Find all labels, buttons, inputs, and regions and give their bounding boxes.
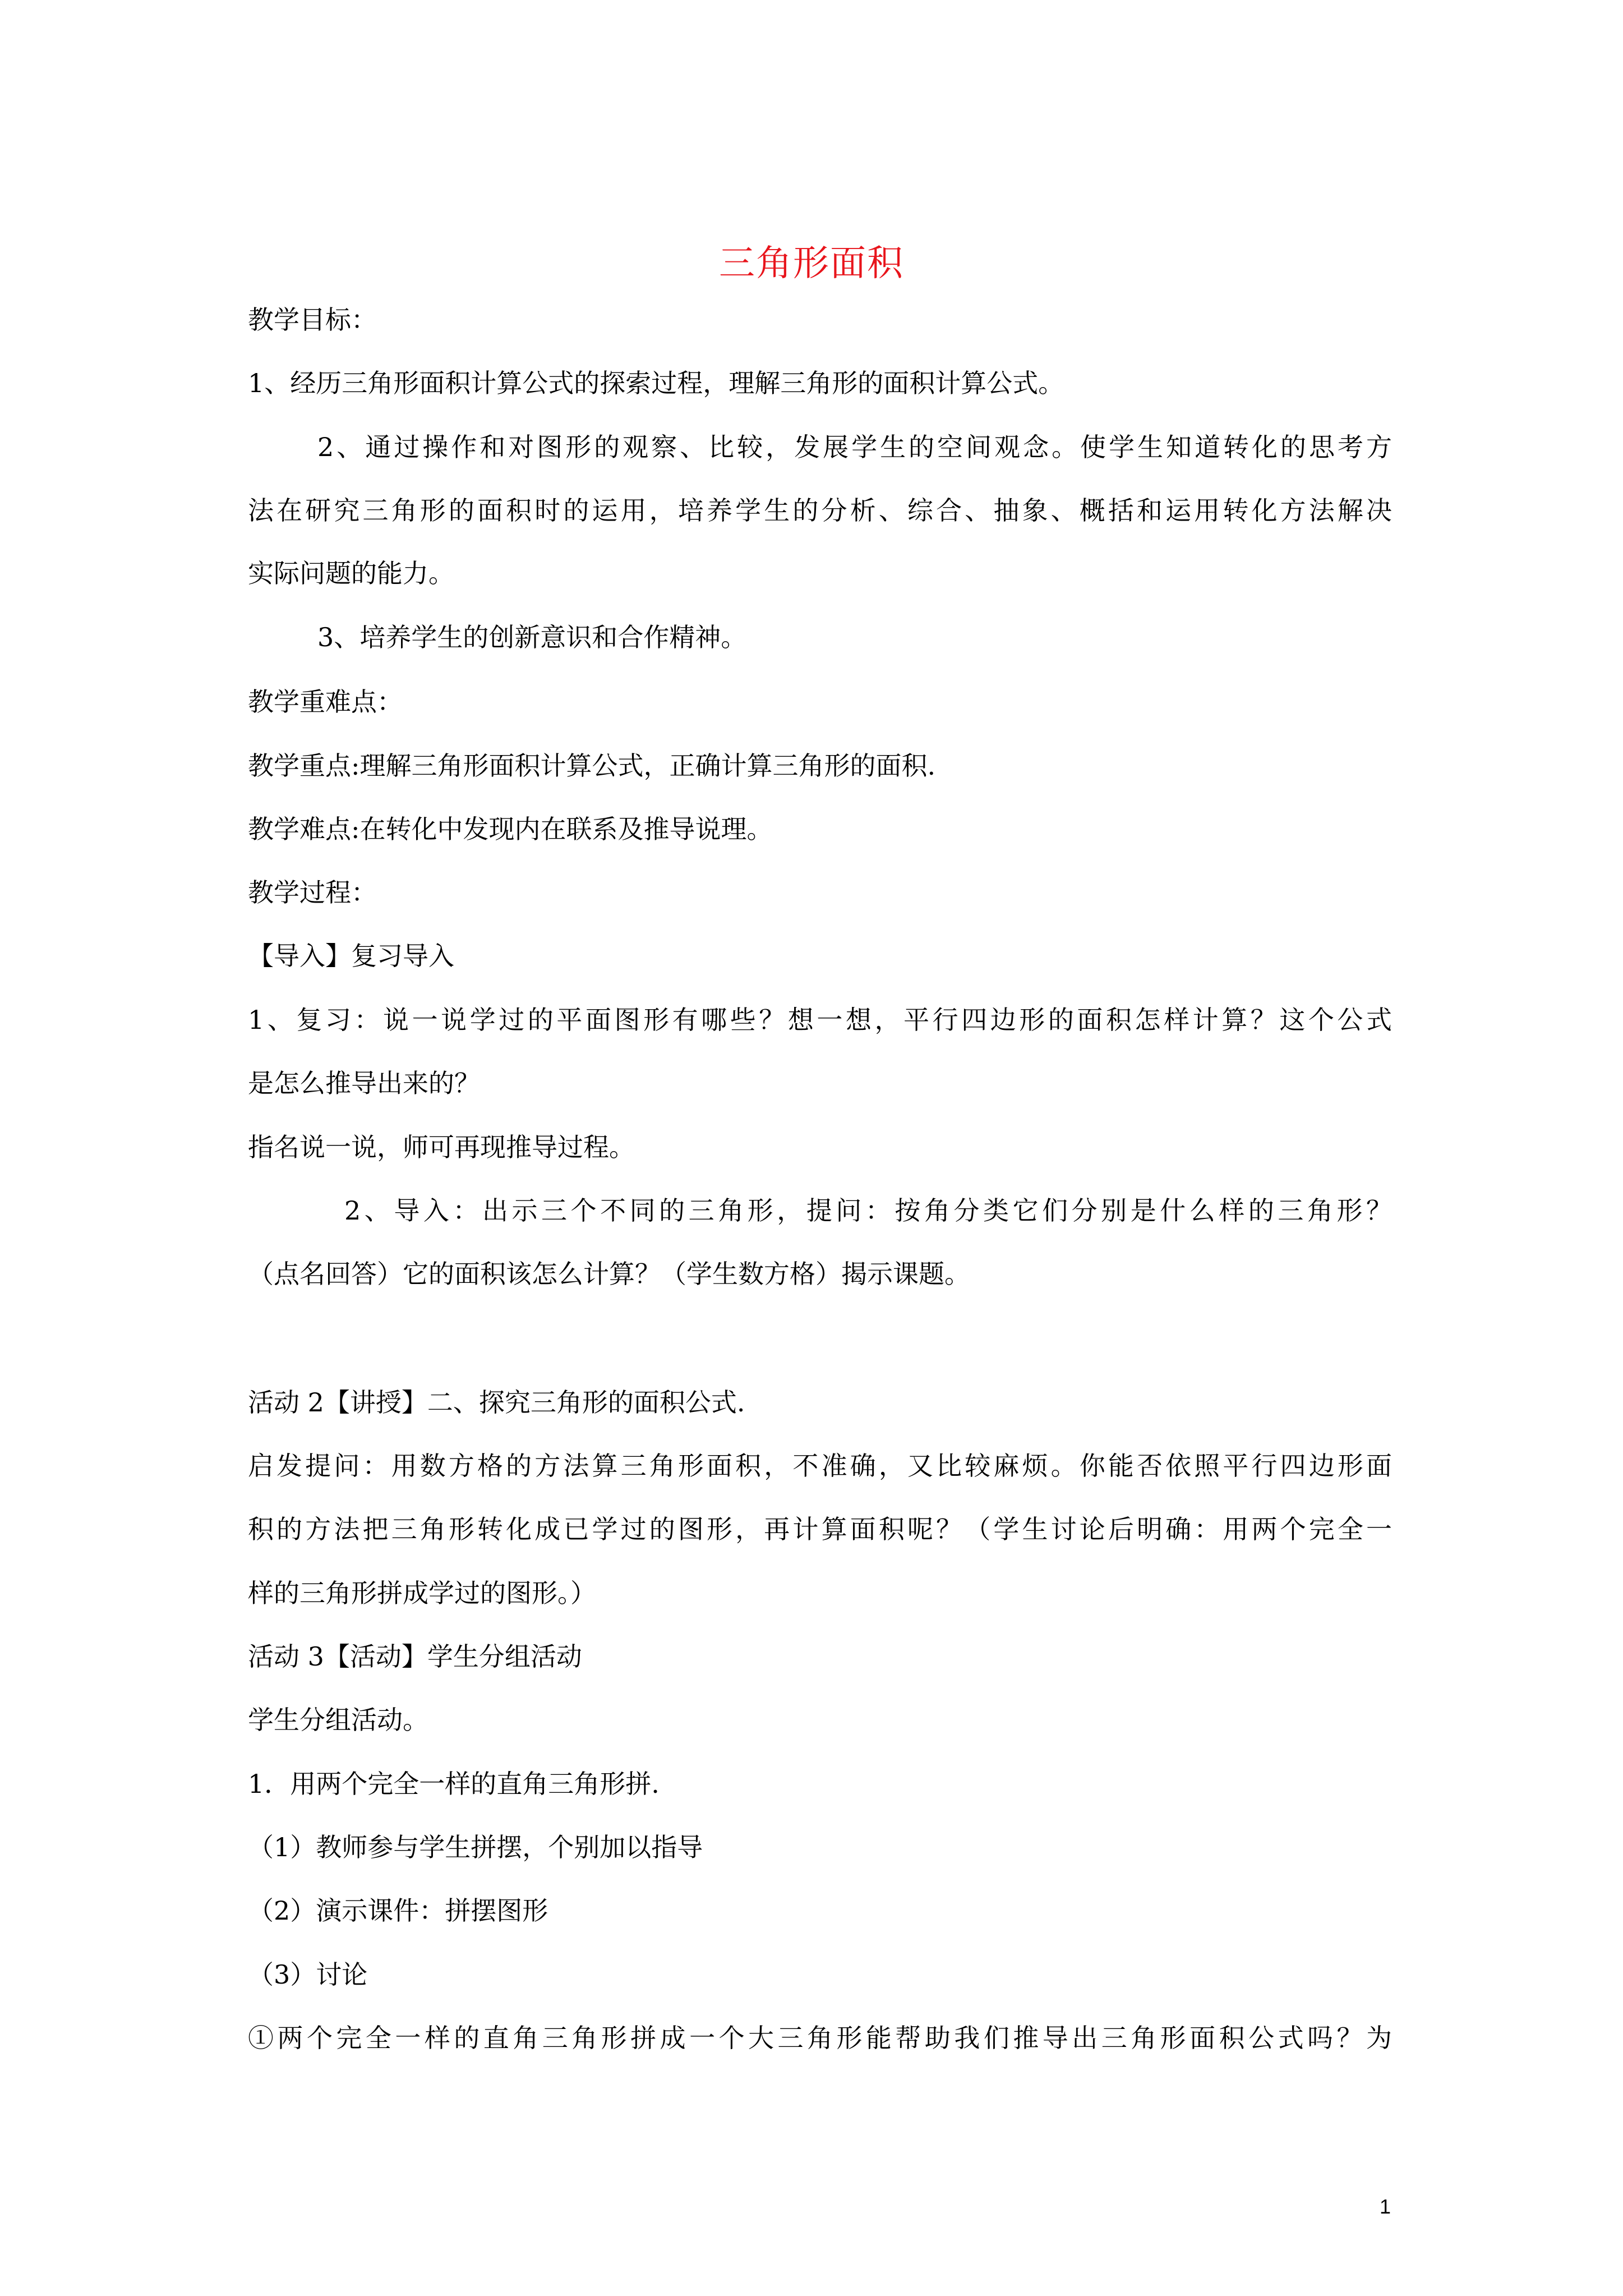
paragraph-line: 教学难点:在转化中发现内在联系及推导说理。 xyxy=(248,814,773,844)
page-number: 1 xyxy=(1379,2195,1391,2218)
paragraph-line: 2、导入：出示三个不同的三角形，提问：按角分类它们分别是什么样的三角形？ xyxy=(344,1195,1392,1226)
paragraph-line: 教学重点:理解三角形面积计算公式，正确计算三角形的面积. xyxy=(248,751,936,781)
list-item: （2）演示课件：拼摆图形 xyxy=(248,1895,548,1926)
paragraph-line: 2、通过操作和对图形的观察、比较，发展学生的空间观念。使学生知道转化的思考方 xyxy=(317,432,1392,462)
paragraph-line: 积的方法把三角形转化成已学过的图形，再计算面积呢？（学生讨论后明确：用两个完全一 xyxy=(248,1514,1392,1544)
list-item: （1）教师参与学生拼摆，个别加以指导 xyxy=(248,1832,703,1862)
activity-heading: 活动 2【讲授】二、探究三角形的面积公式. xyxy=(248,1387,745,1418)
section-heading-process: 教学过程： xyxy=(248,877,377,908)
paragraph-line: 实际问题的能力。 xyxy=(248,558,454,588)
activity-heading: 【导入】复习导入 xyxy=(248,941,454,971)
paragraph-line: 启发提问：用数方格的方法算三角形面积，不准确，又比较麻烦。你能否依照平行四边形面 xyxy=(248,1451,1392,1481)
paragraph-line: 法在研究三角形的面积时的运用，培养学生的分析、综合、抽象、概括和运用转化方法解决 xyxy=(248,495,1392,526)
paragraph-line: 学生分组活动。 xyxy=(248,1705,428,1735)
section-heading-key-points: 教学重难点： xyxy=(248,687,403,717)
paragraph-line: 指名说一说，师可再现推导过程。 xyxy=(248,1132,635,1162)
document-title: 三角形面积 xyxy=(719,242,904,284)
paragraph-line: ①两个完全一样的直角三角形拼成一个大三角形能帮助我们推导出三角形面积公式吗？为 xyxy=(248,2023,1392,2053)
section-heading-objectives: 教学目标： xyxy=(248,305,377,335)
paragraph-line: 1、复习：说一说学过的平面图形有哪些？想一想，平行四边形的面积怎样计算？这个公式 xyxy=(248,1005,1392,1035)
paragraph-line: 1．用两个完全一样的直角三角形拼. xyxy=(248,1769,660,1799)
paragraph-line: 1、经历三角形面积计算公式的探索过程，理解三角形的面积计算公式。 xyxy=(248,368,1064,398)
paragraph-line: 是怎么推导出来的？ xyxy=(248,1068,480,1098)
activity-heading: 活动 3【活动】学生分组活动 xyxy=(248,1641,582,1672)
paragraph-line: 3、培养学生的创新意识和合作精神。 xyxy=(317,622,747,652)
list-item: （3）讨论 xyxy=(248,1959,368,1990)
paragraph-line: （点名回答）它的面积该怎么计算？（学生数方格）揭示课题。 xyxy=(248,1259,970,1289)
paragraph-line: 样的三角形拼成学过的图形。） xyxy=(248,1578,596,1608)
